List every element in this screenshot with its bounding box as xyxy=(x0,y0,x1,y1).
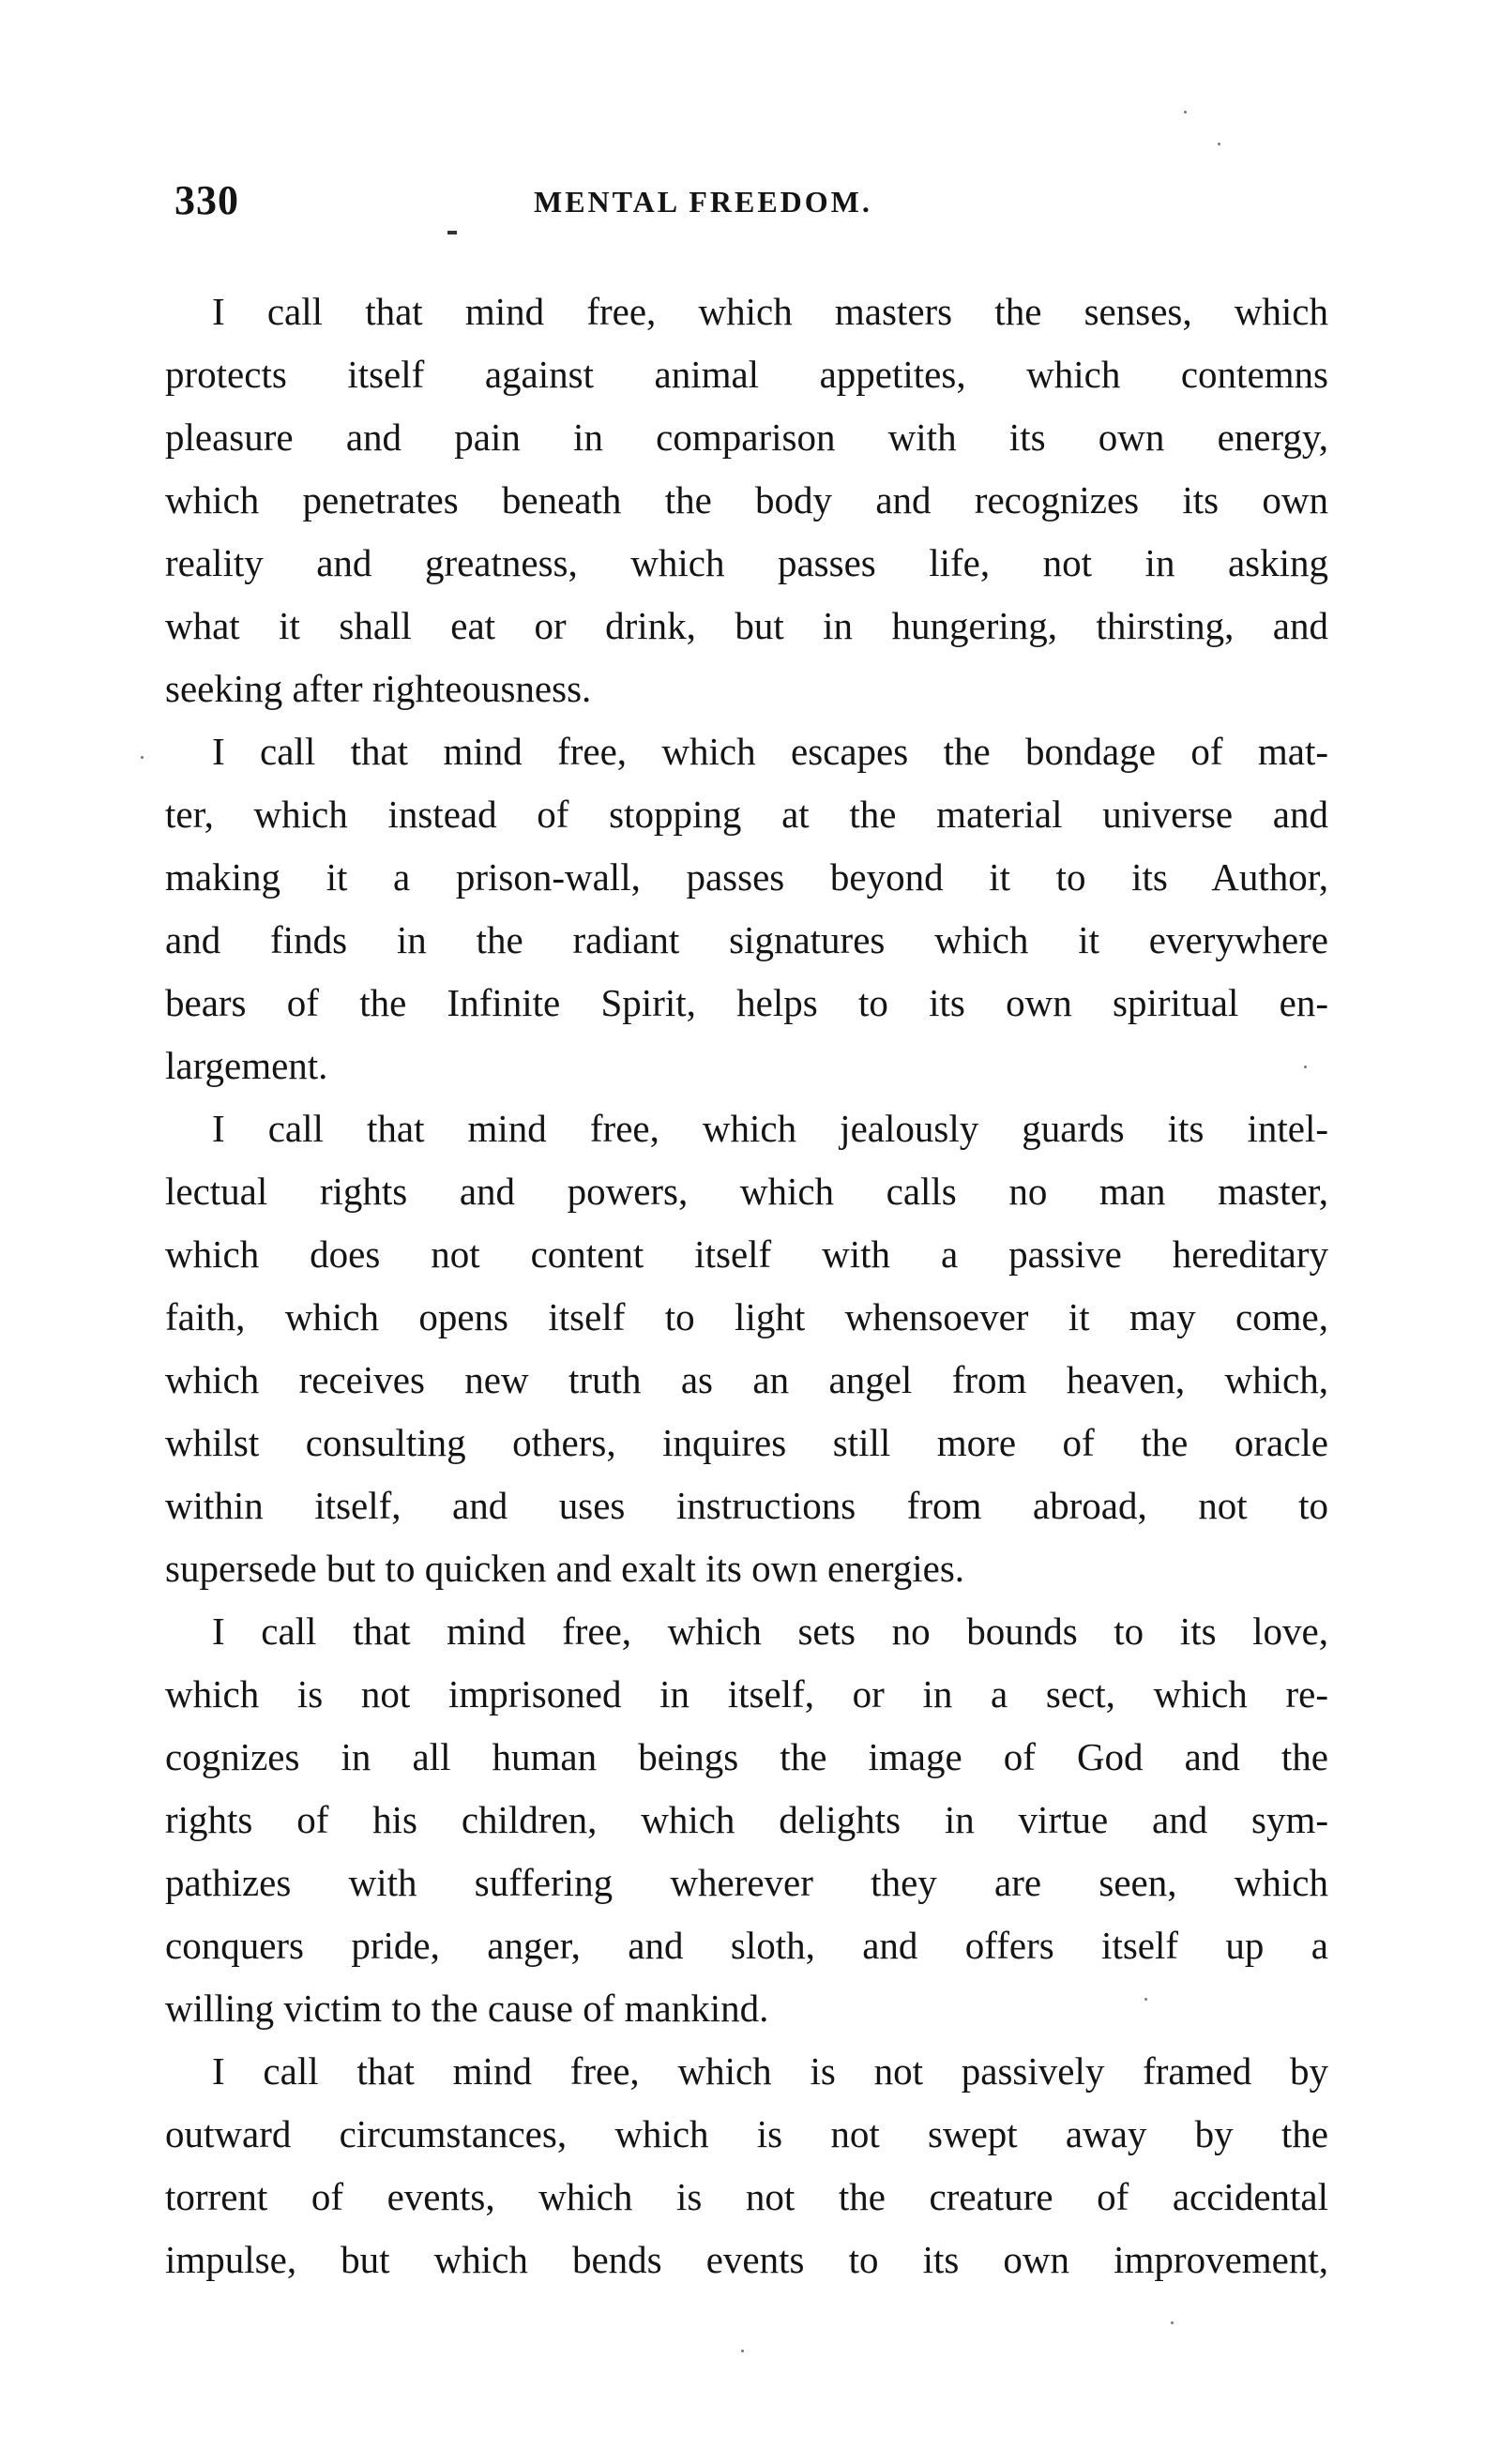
text-line: bears of the Infinite Spirit, helps to its own spiritual en- xyxy=(165,981,1328,1024)
text-line: supersede but to quicken and exalt its own energies. xyxy=(165,1547,965,1590)
text-line: which does not content itself with a passive hereditary xyxy=(165,1232,1328,1276)
running-head: MENTAL FREEDOM. xyxy=(534,185,872,219)
print-speck xyxy=(1144,1998,1147,2001)
text-line: lectual rights and powers, which calls no man master, xyxy=(165,1170,1328,1213)
text-line: largement. xyxy=(165,1044,328,1087)
print-speck xyxy=(1184,111,1187,113)
text-line: making it a prison-wall, passes beyond it to its Author, xyxy=(165,855,1328,899)
text-line: I call that mind free, which jealously guards its intel- xyxy=(212,1107,1328,1150)
text-line: outward circumstances, which is not swept away by the xyxy=(165,2112,1328,2155)
print-speck xyxy=(741,2350,744,2352)
text-line: which penetrates beneath the body and recognizes its own xyxy=(165,478,1328,522)
paragraph xyxy=(165,1097,1328,1600)
text-line: cognizes in all human beings the image of God and the xyxy=(165,1735,1328,1778)
text-line: and finds in the radiant signatures which it everywhere xyxy=(165,918,1328,961)
text-line: which is not imprisoned in itself, or in a sect, which re- xyxy=(165,1672,1328,1716)
text-line: whilst consulting others, inquires still more of the oracle xyxy=(165,1421,1328,1464)
print-speck xyxy=(1171,2321,1174,2324)
text-line: rights of his children, which delights in virtue and sym- xyxy=(165,1798,1328,1841)
text-line: pathizes with suffering wherever they are seen, which xyxy=(165,1861,1328,1904)
paragraph xyxy=(165,280,1328,720)
text-line: what it shall eat or drink, but in hungering, thirsting, and xyxy=(165,604,1328,647)
print-speck xyxy=(1218,143,1220,145)
text-line: torrent of events, which is not the creature of accidental xyxy=(165,2175,1328,2218)
print-speck xyxy=(141,756,144,759)
page-number: 330 xyxy=(174,177,239,223)
paragraph xyxy=(165,1600,1328,2040)
text-line: reality and greatness, which passes life, not in asking xyxy=(165,541,1328,584)
ink-mark xyxy=(447,231,457,234)
text-line: ter, which instead of stopping at the material universe and xyxy=(165,793,1328,836)
text-line: impulse, but which bends events to its own improvement, xyxy=(165,2238,1328,2281)
text-line: conquers pride, anger, and sloth, and offers itself up a xyxy=(165,1924,1328,1967)
text-line: pleasure and pain in comparison with its own energy, xyxy=(165,416,1328,459)
paragraph xyxy=(165,2040,1328,2291)
text-line: which receives new truth as an angel from heaven, which, xyxy=(165,1358,1328,1401)
text-line: I call that mind free, which masters the senses, which xyxy=(212,290,1328,333)
text-line: I call that mind free, which sets no bounds to its love, xyxy=(212,1610,1328,1653)
text-line: I call that mind free, which is not passively framed by xyxy=(212,2049,1328,2093)
text-line: protects itself against animal appetites, which contemns xyxy=(165,353,1328,396)
text-line: I call that mind free, which escapes the bondage of mat- xyxy=(212,730,1328,773)
print-speck xyxy=(1304,1066,1307,1068)
text-line: seeking after righteousness. xyxy=(165,667,592,710)
text-line: willing victim to the cause of mankind. xyxy=(165,1987,769,2030)
body-text xyxy=(165,280,1328,2291)
paragraph xyxy=(165,720,1328,1097)
text-line: within itself, and uses instructions from abroad, not to xyxy=(165,1484,1328,1527)
text-line: faith, which opens itself to light whensoever it may come, xyxy=(165,1295,1328,1338)
